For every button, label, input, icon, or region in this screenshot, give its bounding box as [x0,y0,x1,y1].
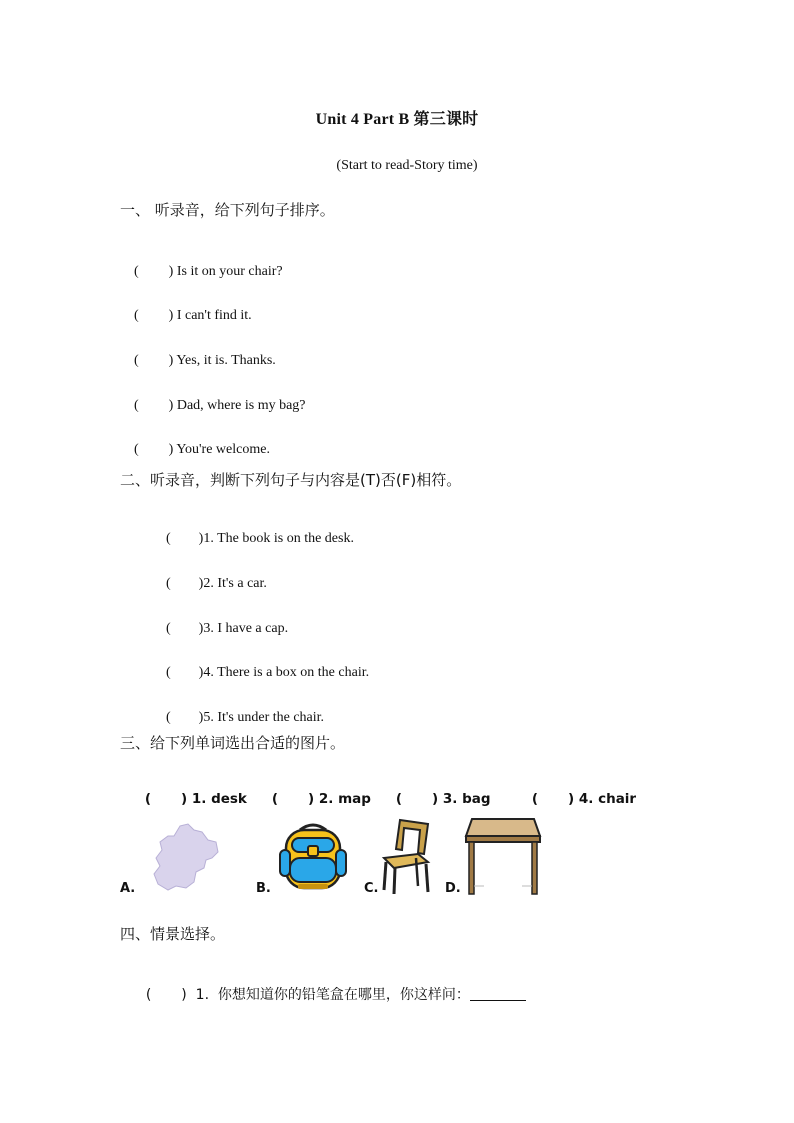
section2-item [152,515,354,563]
section1-item [120,337,276,385]
section2-item [152,605,288,653]
answer-bracket[interactable]: ( ) [134,264,174,279]
sentence-text: 1. The book is on the desk. [203,531,354,546]
chair-icon [378,816,434,896]
word-text: 2. map [318,791,371,807]
word-option [253,775,371,823]
picture-label-a: A. [120,881,136,896]
section1-item [120,426,270,474]
map-icon [150,822,222,892]
answer-bracket[interactable]: ( ) [134,398,174,413]
answer-bracket[interactable]: ( ) [145,987,187,1003]
answer-bracket[interactable]: ( ) [134,442,174,457]
page-title: Unit 4 Part B 第三课时 [315,111,479,128]
section1-item [120,382,306,430]
answer-bracket[interactable]: ( ) [531,791,575,807]
answer-blank[interactable] [470,986,526,1001]
section1-item [120,248,283,296]
word-text: 4. chair [578,791,637,807]
picture-label-b: B. [256,881,271,896]
picture-label-d: D. [445,881,461,896]
sentence-text: Dad, where is my bag? [176,398,306,413]
sentence-text: Yes, it is. Thanks. [176,353,276,368]
answer-bracket[interactable]: ( ) [271,791,315,807]
situation-question [128,968,526,1020]
section1-heading: 一、 听录音，给下列句子排序。 [120,201,335,219]
section2-heading: 二、听录音，判断下列句子与内容是(T)否(F)相符。 [120,471,462,489]
answer-bracket[interactable]: ( ) [166,710,204,725]
sentence-text: 3. I have a cap. [203,621,289,636]
page-subtitle: (Start to read-Story time) [336,158,478,173]
sentence-text: 5. It's under the chair. [203,710,325,725]
answer-bracket[interactable]: ( ) [166,665,204,680]
question-text: 1. 你想知道你的铅笔盒在哪里，你这样问： [195,987,470,1003]
sentence-text: You're welcome. [176,442,270,457]
answer-bracket[interactable]: ( ) [144,791,188,807]
word-text: 3. bag [442,791,491,807]
answer-bracket[interactable]: ( ) [134,308,174,323]
section1-item [120,292,252,340]
backpack-icon [278,820,348,892]
section4-heading: 四、情景选择。 [120,925,226,943]
section2-item [152,560,267,608]
answer-bracket[interactable]: ( ) [166,531,204,546]
sentence-text: I can't find it. [176,308,252,323]
desk-icon [464,816,544,896]
answer-bracket[interactable]: ( ) [134,353,174,368]
answer-bracket[interactable]: ( ) [395,791,439,807]
answer-bracket[interactable]: ( ) [166,576,204,591]
sentence-text: 4. There is a box on the chair. [203,665,370,680]
word-text: 1. desk [191,791,247,807]
sentence-text: Is it on your chair? [176,264,283,279]
section3-heading: 三、给下列单词选出合适的图片。 [120,734,346,752]
picture-label-c: C. [364,881,379,896]
section2-item [152,649,369,697]
answer-bracket[interactable]: ( ) [166,621,204,636]
sentence-text: 2. It's a car. [203,576,267,591]
word-option [126,775,247,823]
